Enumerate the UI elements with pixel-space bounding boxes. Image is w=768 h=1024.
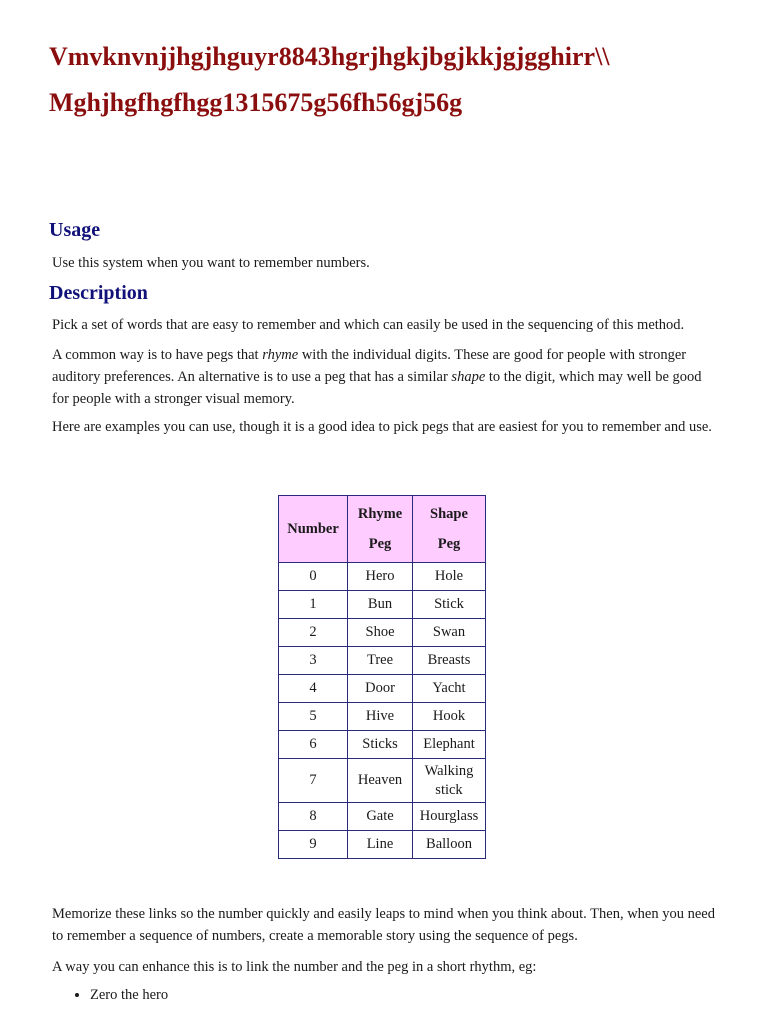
paragraph-text: A common way is to have pegs that <box>52 347 263 363</box>
cell-number: 1 <box>279 591 348 619</box>
cell-number: 9 <box>279 831 348 859</box>
table-row <box>279 803 486 831</box>
cell-shape-peg: Yacht <box>413 675 486 703</box>
memorize-paragraph: Memorize these links so the number quickly and easily leaps to mind when you think about. Then, when you need to remember a sequence of numbers, create a memorable story using the sequence of pegs. <box>52 906 715 944</box>
cell-rhyme-peg: Tree <box>348 647 413 675</box>
header-rhyme-peg: Rhyme Peg <box>348 496 413 563</box>
cell-shape-peg: Elephant <box>413 731 486 759</box>
table-row <box>279 619 486 647</box>
cell-shape-peg: Breasts <box>413 647 486 675</box>
description-paragraph-3: Here are examples you can use, though it is a good idea to pick pegs that are easiest for you to remember and use. <box>52 419 712 435</box>
page-title-line-2: Mghjhgfhgfhgg1315675g56fh56gj56g <box>49 88 463 117</box>
cell-shape-peg: Balloon <box>413 831 486 859</box>
cell-number: 8 <box>279 803 348 831</box>
table-row <box>279 563 486 591</box>
cell-number: 4 <box>279 675 348 703</box>
paragraph-text: with the individual digits. These are good for people with stronger auditory preferences. An alternative is to use a peg that has a similar <box>52 347 687 385</box>
cell-shape-peg: Walking stick <box>413 759 486 803</box>
description-paragraph-1: Pick a set of words that are easy to remember and which can easily be used in the sequencing of this method. <box>52 317 685 333</box>
table-row <box>279 647 486 675</box>
cell-rhyme-peg: Gate <box>348 803 413 831</box>
cell-rhyme-peg: Line <box>348 831 413 859</box>
description-heading: Description <box>49 282 148 304</box>
emphasis-shape: shape <box>451 369 486 385</box>
cell-number: 3 <box>279 647 348 675</box>
cell-rhyme-peg: Hero <box>348 563 413 591</box>
cell-rhyme-peg: Bun <box>348 591 413 619</box>
cell-rhyme-peg: Heaven <box>348 759 413 803</box>
table-row <box>279 591 486 619</box>
cell-rhyme-peg: Sticks <box>348 731 413 759</box>
cell-rhyme-peg: Hive <box>348 703 413 731</box>
table-row <box>279 703 486 731</box>
usage-text: Use this system when you want to remember numbers. <box>52 255 370 271</box>
cell-shape-peg: Hook <box>413 703 486 731</box>
cell-shape-peg: Hole <box>413 563 486 591</box>
cell-number: 0 <box>279 563 348 591</box>
table-row <box>279 759 486 803</box>
list-item: • Zero the hero <box>90 984 168 1006</box>
header-number: Number <box>279 496 348 563</box>
example-list <box>52 984 168 1006</box>
cell-rhyme-peg: Shoe <box>348 619 413 647</box>
header-shape-peg: Shape Peg <box>413 496 486 563</box>
cell-number: 7 <box>279 759 348 803</box>
table-body <box>279 563 486 859</box>
cell-shape-peg: Hourglass <box>413 803 486 831</box>
cell-shape-peg: Swan <box>413 619 486 647</box>
cell-number: 5 <box>279 703 348 731</box>
peg-table <box>278 495 486 859</box>
table-row <box>279 831 486 859</box>
table-header-row <box>279 496 486 563</box>
page-title <box>49 34 749 126</box>
table-row <box>279 731 486 759</box>
rhythm-paragraph: A way you can enhance this is to link the number and the peg in a short rhythm, eg: <box>52 959 537 975</box>
usage-heading: Usage <box>49 219 101 241</box>
emphasis-rhyme: rhyme <box>262 347 299 363</box>
cell-number: 6 <box>279 731 348 759</box>
page-title-line-1: Vmvknvnjjhgjhguyr8843hgrjhgkjbgjkkjgjgghirr\\ <box>49 42 610 71</box>
description-paragraph-2 <box>52 344 722 410</box>
cell-number: 2 <box>279 619 348 647</box>
paragraph-text: to the digit, which may well be good for people with a stronger visual memory. <box>52 369 702 407</box>
table-row <box>279 675 486 703</box>
cell-rhyme-peg: Door <box>348 675 413 703</box>
cell-shape-peg: Stick <box>413 591 486 619</box>
